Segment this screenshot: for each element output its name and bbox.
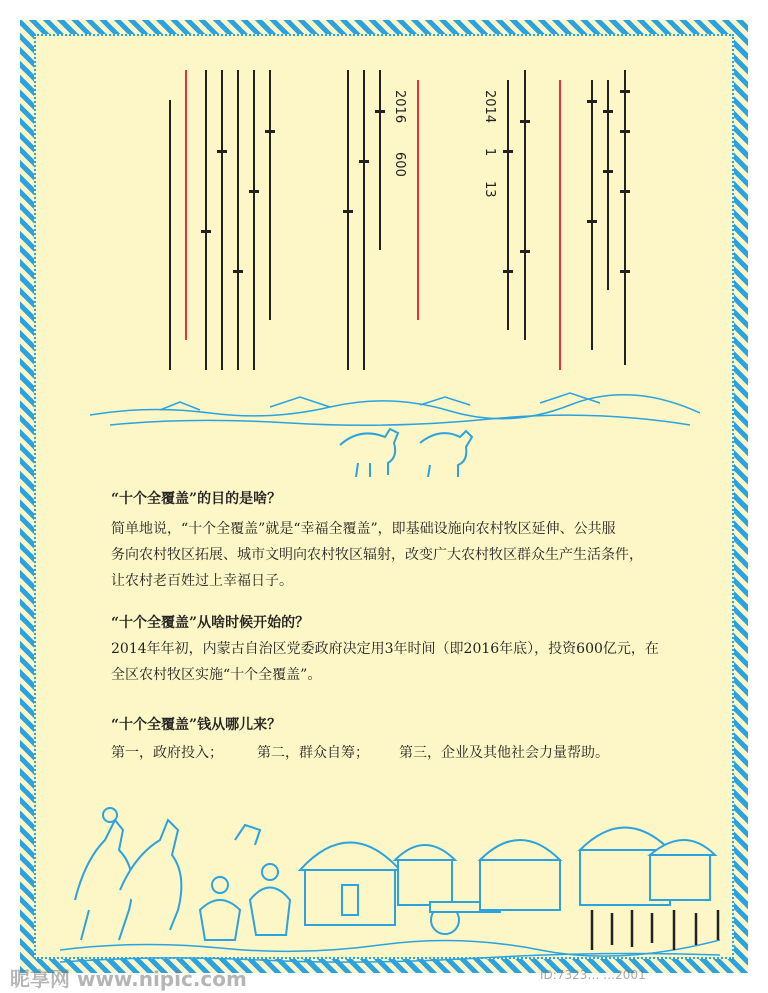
- section-purpose: [111, 488, 671, 594]
- number-2014: 2014: [482, 90, 497, 124]
- number-1: 1: [482, 147, 497, 157]
- section-start-time: [111, 612, 671, 688]
- mongolian-number-column-2: [482, 90, 497, 198]
- section-heading: “十个全覆盖”的目的是啥？: [111, 491, 282, 507]
- number-13: 13: [482, 180, 497, 198]
- watermark-id: ID:7323… …2001: [540, 968, 646, 982]
- paragraph-line: 全区农村牧区实施“十个全覆盖”。: [111, 667, 322, 683]
- paragraph-line: 让农村老百姓过上幸福日子。: [111, 573, 293, 589]
- mongolian-text-block: [160, 70, 640, 370]
- number-600: 600: [392, 152, 407, 177]
- paragraph-line: 务向农村牧区拓展、城市文明向农村牧区辐射，改变广大农村牧区群众生产生活条件，: [111, 547, 643, 563]
- mongolian-signature-script: [584, 905, 734, 955]
- paragraph-line: 简单地说，“十个全覆盖”就是“幸福全覆盖”，即基础设施向农村牧区延伸、公共服: [111, 521, 616, 537]
- funding-item: 第三，企业及其他社会力量帮助。: [399, 745, 609, 761]
- funding-item: 第一，政府投入；: [111, 745, 223, 761]
- paragraph-line: 2014年年初，内蒙古自治区党委政府决定用3年时间（即2016年底），投资600亿元，在: [111, 641, 659, 657]
- section-funding: [111, 714, 671, 766]
- section-heading: “十个全覆盖”从啥时候开始的？: [111, 615, 310, 631]
- funding-list: [111, 740, 671, 766]
- mongolian-number-column: [392, 90, 407, 177]
- watermark-logo: 昵享网 www.nipic.com: [10, 967, 247, 991]
- funding-item: 第二，群众自筹；: [257, 745, 369, 761]
- section-heading: “十个全覆盖”钱从哪儿来？: [111, 717, 282, 733]
- number-2016: 2016: [392, 90, 407, 124]
- grassland-horses-illustration: [90, 385, 700, 480]
